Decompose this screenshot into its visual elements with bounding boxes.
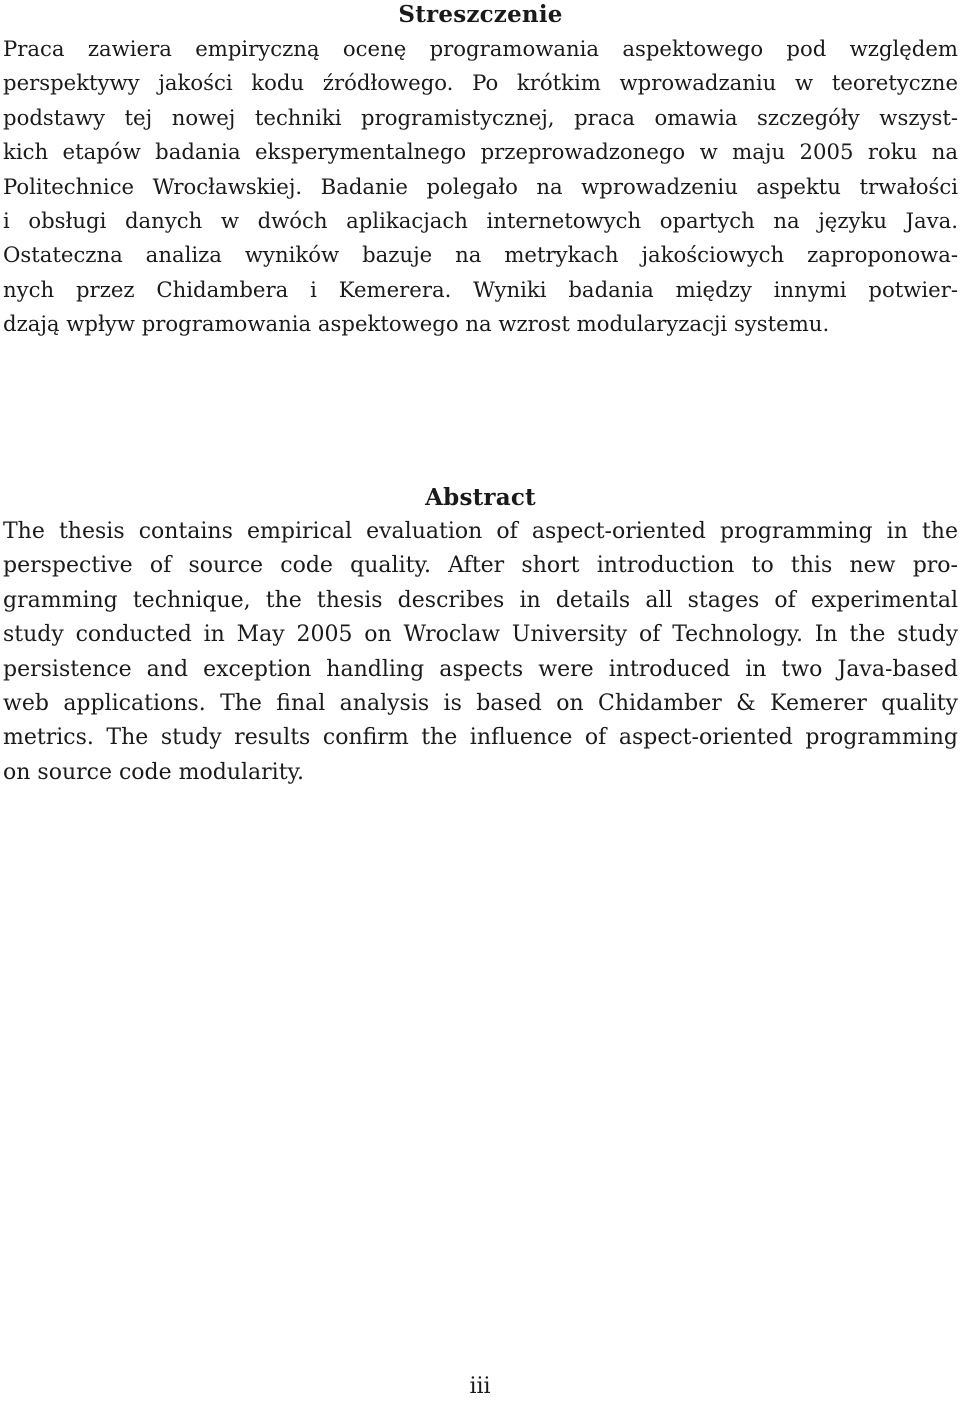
abstract-line: web applications. The final analysis is based on Chidamber & Kemerer quality bbox=[3, 691, 958, 717]
streszczenie-line: kich etapów badania eksperymentalnego przeprowadzonego w maju 2005 roku na bbox=[3, 139, 958, 165]
streszczenie-paragraph bbox=[3, 32, 958, 342]
streszczenie-line: nych przez Chidambera i Kemerera. Wyniki badania między innymi potwier- bbox=[3, 276, 958, 302]
abstract-line: on source code modularity. bbox=[3, 759, 305, 785]
abstract-line: perspective of source code quality. After short introduction to this new pro- bbox=[3, 553, 958, 579]
page-number: iii bbox=[469, 1374, 491, 1399]
abstract-line: gramming technique, the thesis describes in details all stages of experimental bbox=[3, 587, 958, 613]
abstract-paragraph bbox=[3, 515, 958, 790]
abstract-line: study conducted in May 2005 on Wroclaw University of Technology. In the study bbox=[3, 622, 958, 648]
abstract-line: metrics. The study results confirm the influence of aspect-oriented programming bbox=[3, 725, 958, 751]
streszczenie-line: Ostateczna analiza wyników bazuje na metrykach jakościowych zaproponowa- bbox=[3, 242, 958, 268]
streszczenie-heading: Streszczenie bbox=[398, 1, 563, 28]
streszczenie-line: Politechnice Wrocławskiej. Badanie polegało na wprowadzeniu aspektu trwałości bbox=[3, 173, 958, 199]
streszczenie-line: Praca zawiera empiryczną ocenę programowania aspektowego pod względem bbox=[3, 36, 958, 61]
abstract-line: The thesis contains empirical evaluation of aspect-oriented programming in the bbox=[3, 519, 958, 544]
streszczenie-line: podstawy tej nowej techniki programistycznej, praca omawia szczegóły wszyst- bbox=[3, 104, 958, 130]
abstract-section bbox=[3, 483, 958, 790]
streszczenie-line: i obsługi danych w dwóch aplikacjach internetowych opartych na języku Java. bbox=[3, 208, 958, 234]
streszczenie-line: perspektywy jakości kodu źródłowego. Po krótkim wprowadzaniu w teoretyczne bbox=[3, 70, 958, 96]
streszczenie-line: dzają wpływ programowania aspektowego na wzrost modularyzacji systemu. bbox=[3, 311, 830, 337]
abstract-line: persistence and exception handling aspects were introduced in two Java-based bbox=[3, 656, 958, 682]
streszczenie-section bbox=[3, 0, 958, 342]
abstract-heading: Abstract bbox=[425, 484, 536, 511]
